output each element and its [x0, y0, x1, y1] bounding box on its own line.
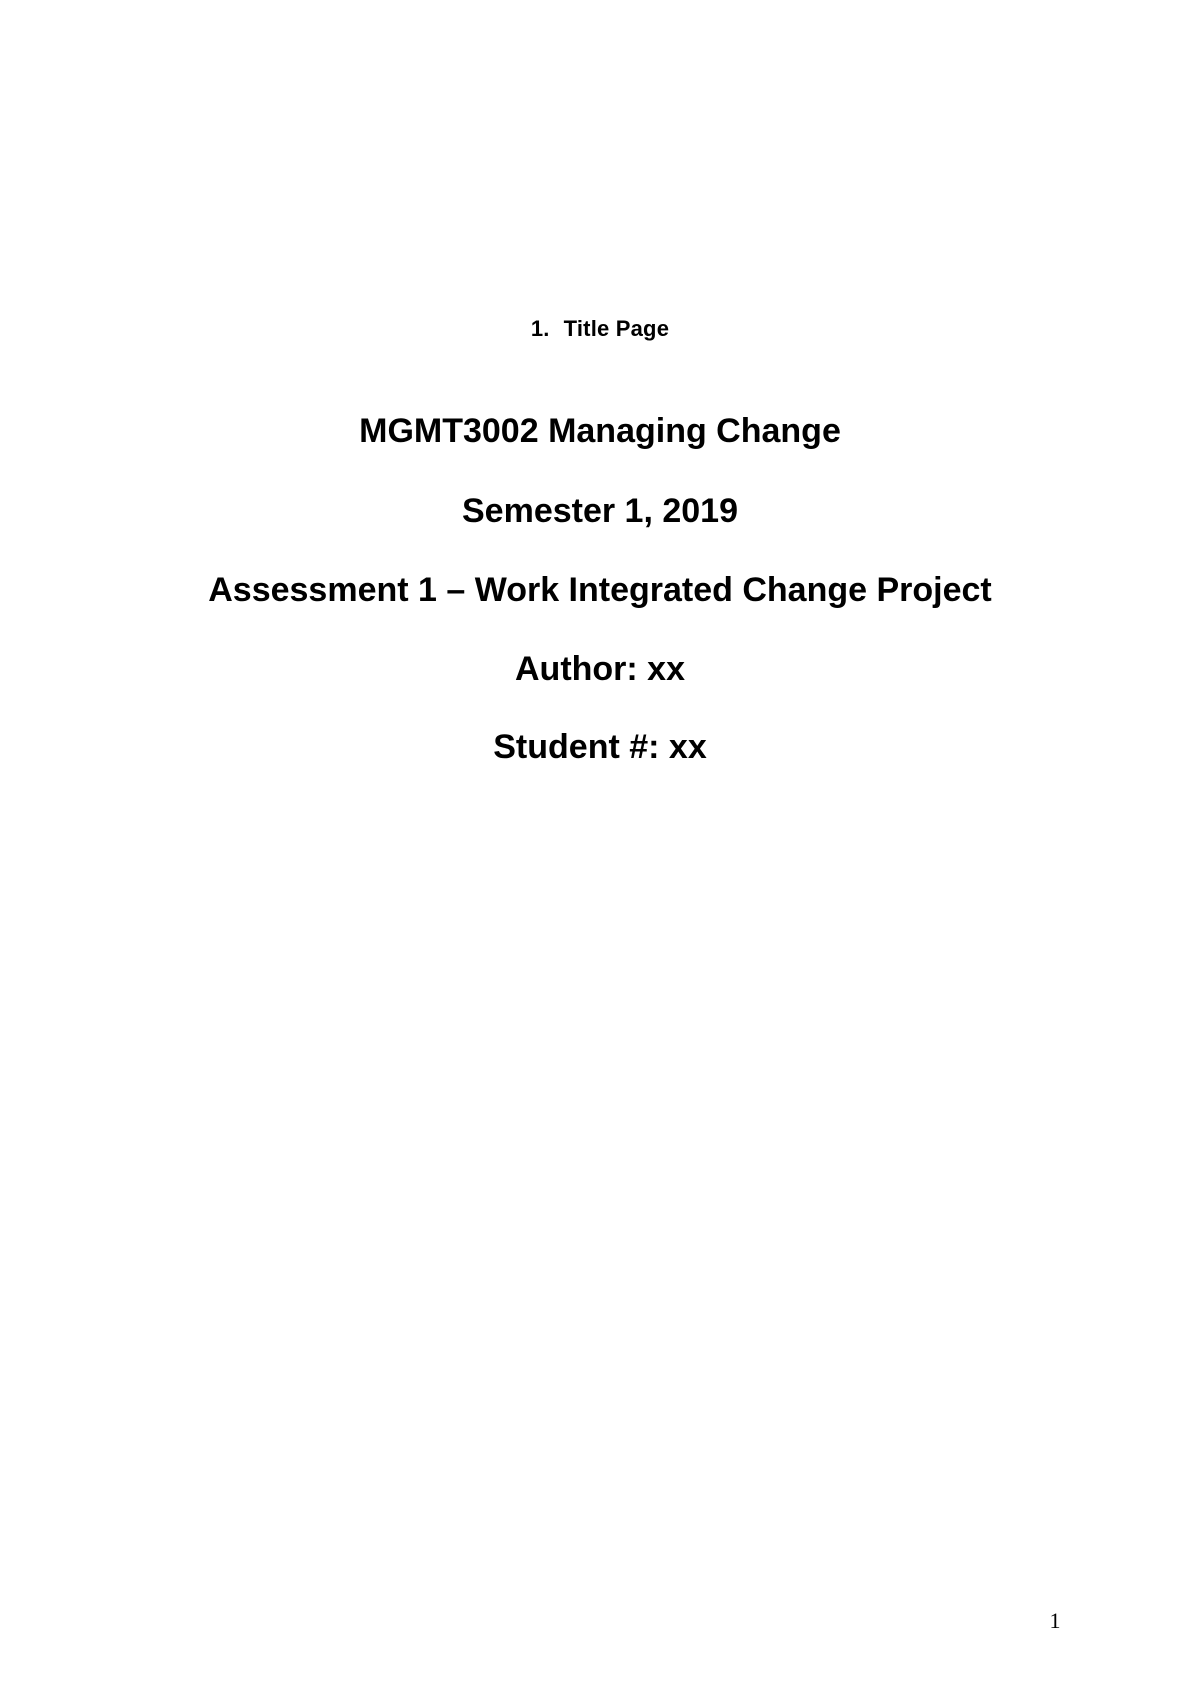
section-heading — [0, 316, 1200, 342]
section-number: 1. — [530, 316, 550, 341]
section-title: Title Page — [563, 316, 670, 341]
page-number: 1 — [1049, 1608, 1061, 1633]
author-line: Author: xx — [515, 650, 685, 688]
course-title: MGMT3002 Managing Change — [359, 412, 841, 450]
student-number-line: Student #: xx — [493, 728, 707, 766]
assessment-title: Assessment 1 – Work Integrated Change Project — [208, 571, 992, 609]
semester-line: Semester 1, 2019 — [462, 492, 738, 530]
